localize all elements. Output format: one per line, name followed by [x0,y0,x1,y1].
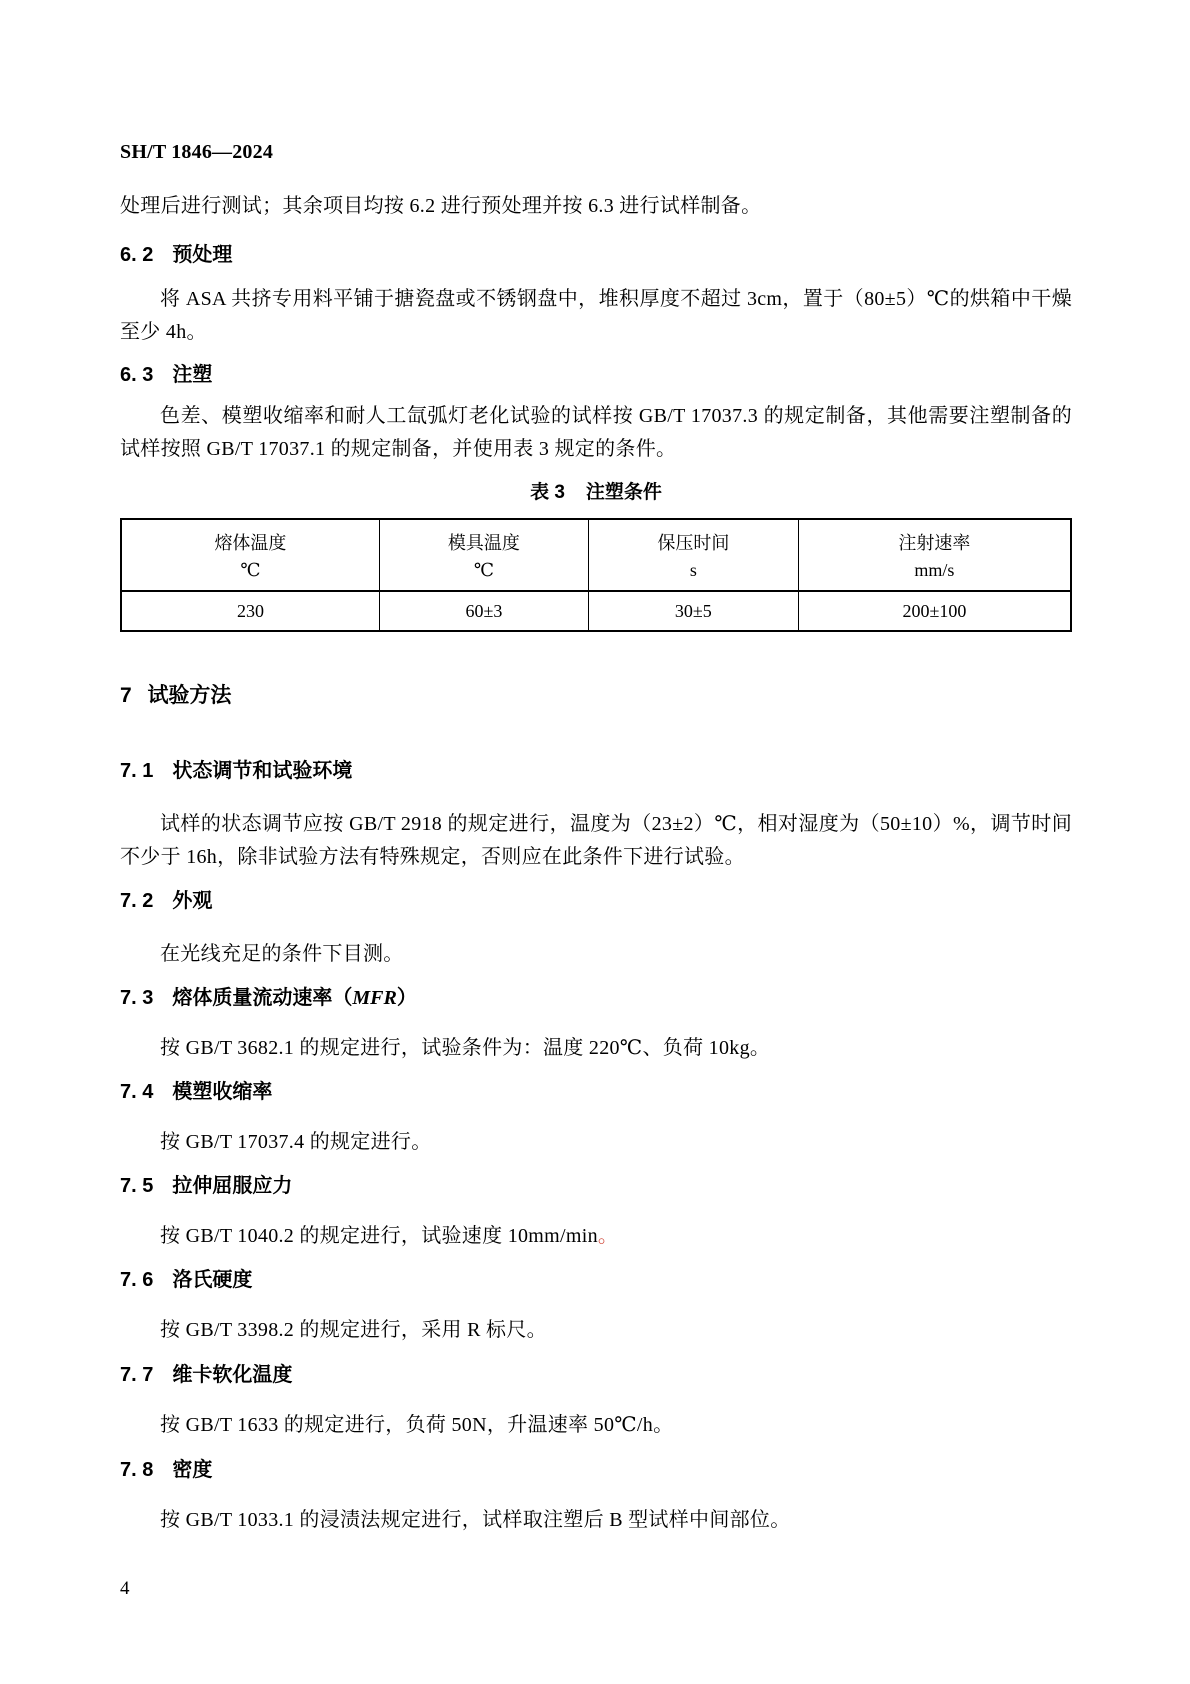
table-3-caption-label: 表 3 [530,482,565,503]
clause-7-5-red-period: 。 [597,1225,619,1247]
col-injection-speed: 注射速率 [798,519,1071,557]
clause-6-3-number: 6. 3 [120,364,154,386]
clause-7-3-title-mfr: MFR [352,987,397,1009]
clause-7-5-number: 7. 5 [120,1175,154,1197]
clause-7-6-number: 7. 6 [120,1269,154,1291]
clause-7-2-title: 外观 [172,890,213,912]
clause-7-6-title: 洛氏硬度 [172,1269,253,1291]
clause-7-2-heading [120,888,1072,914]
table-header-unit-row [121,557,1071,591]
clause-6-3-body: 色差、模塑收缩率和耐人工氙弧灯老化试验的试样按 GB/T 17037.3 的规定制备，其他需要注塑制备的试样按照 GB/T 17037.1 的规定制备，并使用表 3 规定的条件。 [120,405,1072,460]
clause-6-2-number: 6. 2 [120,244,154,266]
clause-7-5-body [120,1220,1072,1253]
clause-6-2-heading [120,242,1072,268]
clause-6-2-body: 将 ASA 共挤专用料平铺于搪瓷盘或不锈钢盘中，堆积厚度不超过 3cm，置于（80±5）℃的烘箱中干燥至少 4h。 [120,288,1072,343]
unit-melt-temperature: ℃ [121,557,379,591]
value-melt-temperature: 230 [121,591,379,631]
table-values-row [121,591,1071,631]
clause-6-3-heading [120,362,1072,388]
injection-conditions-table [120,518,1072,632]
clause-7-7-body: 按 GB/T 1633 的规定进行，负荷 50N，升温速率 50℃/h。 [160,1414,674,1436]
clause-7-1-number: 7. 1 [120,760,154,782]
unit-mold-temperature: ℃ [379,557,588,591]
clause-7-8-body: 按 GB/T 1033.1 的浸渍法规定进行，试样取注塑后 B 型试样中间部位。 [160,1509,791,1531]
clause-7-3-title-prefix: 熔体质量流动速率（ [172,987,353,1009]
clause-7-2-number: 7. 2 [120,890,154,912]
chapter-7-heading [120,682,1072,710]
clause-6-2-title: 预处理 [172,244,233,266]
clause-7-5-body-text: 按 GB/T 1040.2 的规定进行，试验速度 10mm/min [160,1225,598,1247]
clause-7-4-heading [120,1079,1072,1105]
clause-7-8-title: 密度 [172,1459,213,1481]
clause-6-3-title: 注塑 [172,364,213,386]
value-injection-speed: 200±100 [798,591,1071,631]
clause-7-3-heading [120,985,1072,1011]
clause-7-5-title: 拉伸屈服应力 [172,1175,293,1197]
table-3-caption [120,480,1072,506]
clause-7-1-heading [120,758,1072,784]
clause-7-5-heading [120,1173,1072,1199]
table-3-caption-title: 注塑条件 [585,482,662,503]
clause-7-3-body: 按 GB/T 3682.1 的规定进行，试验条件为：温度 220℃、负荷 10kg。 [160,1037,771,1059]
value-holding-time: 30±5 [588,591,798,631]
clause-7-8-number: 7. 8 [120,1459,154,1481]
standard-number-header: SH/T 1846—2024 [120,141,274,163]
page-number: 4 [120,1578,130,1599]
value-mold-temperature: 60±3 [379,591,588,631]
clause-7-3-title-suffix: ） [396,987,417,1009]
clause-7-4-title: 模塑收缩率 [172,1081,273,1103]
table-header-name-row [121,519,1071,557]
clause-7-7-number: 7. 7 [120,1364,154,1386]
col-mold-temperature: 模具温度 [379,519,588,557]
unit-injection-speed: mm/s [798,557,1071,591]
col-holding-time: 保压时间 [588,519,798,557]
clause-7-4-number: 7. 4 [120,1081,154,1103]
clause-7-4-body: 按 GB/T 17037.4 的规定进行。 [160,1131,432,1153]
clause-7-8-heading [120,1457,1072,1483]
clause-7-2-body: 在光线充足的条件下目测。 [160,943,404,965]
clause-7-1-body: 试样的状态调节应按 GB/T 2918 的规定进行，温度为（23±2）℃，相对湿度为（50±10）%，调节时间不少于 16h，除非试验方法有特殊规定，否则应在此条件下进行试验。 [120,813,1072,868]
clause-7-7-heading [120,1362,1072,1388]
chapter-7-number: 7 [120,684,132,707]
unit-holding-time: s [588,557,798,591]
chapter-7-title: 试验方法 [147,684,232,707]
clause-7-6-heading [120,1267,1072,1293]
clause-7-1-title: 状态调节和试验环境 [172,760,353,782]
clause-7-6-body: 按 GB/T 3398.2 的规定进行，采用 R 标尺。 [160,1319,547,1341]
clause-7-7-title: 维卡软化温度 [172,1364,293,1386]
clause-7-3-number: 7. 3 [120,987,154,1009]
intro-paragraph: 处理后进行测试；其余项目均按 6.2 进行预处理并按 6.3 进行试样制备。 [120,195,762,217]
col-melt-temperature: 熔体温度 [121,519,379,557]
